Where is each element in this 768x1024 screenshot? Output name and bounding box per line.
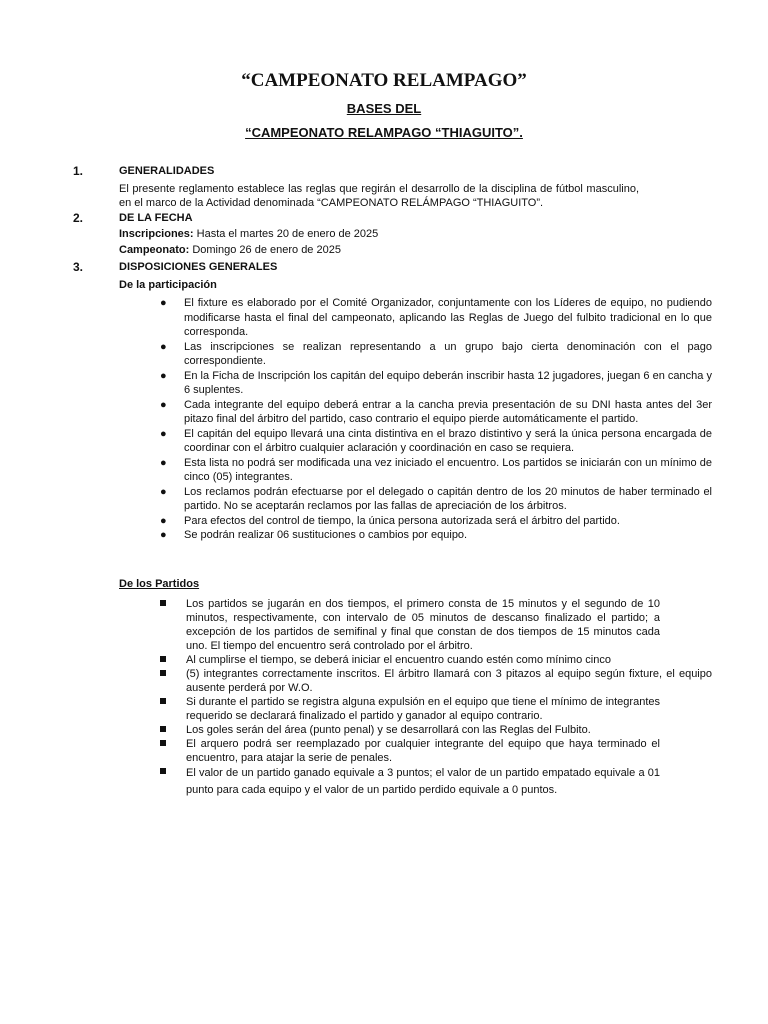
document-subtitle-2: “CAMPEONATO RELAMPAGO “THIAGUITO”. (245, 125, 523, 140)
campeonato-label: Campeonato: (119, 244, 190, 256)
list-item: El arquero podrá ser reemplazado por cualquier integrante del equipo que haya terminado el encuentro, para atajar la serie de penales. (160, 737, 660, 765)
partidos-list (160, 597, 712, 799)
bullet-square-icon (160, 656, 166, 662)
participacion-list (160, 296, 712, 543)
list-item: ● Las inscripciones se realizan representando a un grupo bajo cierta denominación con el pago correspondiente. (160, 340, 712, 367)
bullet-dot-icon: ● (160, 398, 167, 411)
list-item: ● El capitán del equipo llevará una cinta distintiva en el brazo distintivo y será la única persona encargada de coordinar con el árbitro cualquier aclaración y coordinación en caso se requiera. (160, 427, 712, 454)
list-item: El valor de un partido ganado equivale a 3 puntos; el valor de un partido empatado equivale a 01 punto para cada equipo y el valor de un partido perdido equivale a 0 puntos. (160, 765, 660, 799)
inscripciones-label: Inscripciones: (119, 228, 194, 240)
bullet-dot-icon: ● (160, 485, 167, 498)
partidos-heading: De los Partidos (119, 578, 200, 590)
list-item: Los partidos se jugarán en dos tiempos, el primero consta de 15 minutos y el segundo de 10 minutos, respectivamente, con intervalo de 05 minutos de descanso finalizado el partido; a excepción de los partidos de semifinal y final que constan de dos tiempos de 15 minutos cada uno. El tiempo del encuentro será controlado por el árbitro. (160, 597, 660, 653)
section-2-number: 2. (73, 211, 84, 225)
section-3-number: 3. (73, 260, 84, 274)
list-item: ● Se podrán realizar 06 sustituciones o cambios por equipo. (160, 529, 468, 541)
list-item: Los goles serán del área (punto penal) y se desarrollará con las Reglas del Fulbito. (160, 723, 660, 737)
bullet-square-icon (160, 600, 166, 606)
list-item: ● Para efectos del control de tiempo, la única persona autorizada será el árbitro del partido. (160, 514, 620, 527)
inscripciones-line (119, 228, 378, 240)
bullet-square-icon (160, 740, 166, 746)
participacion-heading: De la participación (119, 279, 217, 291)
bullet-dot-icon: ● (160, 369, 167, 382)
section-1-heading: GENERALIDADES (119, 165, 215, 177)
list-item: ● Esta lista no podrá ser modificada una vez iniciado el encuentro. Los partidos se iniciarán con un mínimo de cinco (05) integrantes. (160, 456, 712, 483)
bullet-dot-icon: ● (160, 456, 167, 469)
list-item: ● Los reclamos podrán efectuarse por el delegado o capitán dentro de los 20 minutos de haber terminado el partido. No se aceptarán reclamos por las fallas de apreciación de los árbitros. (160, 485, 712, 512)
section-3-heading: DISPOSICIONES GENERALES (119, 261, 278, 273)
bullet-square-icon (160, 698, 166, 704)
bullet-dot-icon: ● (160, 427, 167, 440)
section-1-text: El presente reglamento establece las reglas que regirán el desarrollo de la disciplina de fútbol masculino, en el marco de la Actividad denominada “CAMPEONATO RELÁMPAGO “THIAGUITO”. (119, 183, 639, 209)
list-item: Al cumplirse el tiempo, se deberá iniciar el encuentro cuando estén como mínimo cinco (160, 653, 660, 667)
list-item: ● El fixture es elaborado por el Comité Organizador, conjuntamente con los Líderes de equipo, no pudiendo modificarse hasta el final del campeonato, aplicando las Reglas de Juego del fulbito tradicional en lo que corresponda. (160, 297, 712, 338)
campeonato-value: Domingo 26 de enero de 2025 (189, 244, 341, 256)
inscripciones-value: Hasta el martes 20 de enero de 2025 (193, 228, 379, 240)
list-item: ● Cada integrante del equipo deberá entrar a la cancha previa presentación de su DNI hasta antes del 3er pitazo final del árbitro del partido, caso contrario el equipo pierde automáticamente el partido. (160, 398, 712, 425)
bullet-dot-icon: ● (160, 529, 167, 541)
bullet-square-icon (160, 768, 166, 774)
document-subtitle: BASES DEL (346, 101, 422, 116)
campeonato-line (119, 244, 341, 256)
list-item: Si durante el partido se registra alguna expulsión en el equipo que tiene el mínimo de integrantes requerido se declarará finalizado el partido y ganador al equipo contrario. (160, 695, 660, 723)
bullet-square-icon (160, 670, 166, 676)
bullet-square-icon (160, 726, 166, 732)
section-2-heading: DE LA FECHA (119, 212, 193, 224)
bullet-dot-icon: ● (160, 297, 167, 309)
list-item: ● En la Ficha de Inscripción los capitán del equipo deberán inscribir hasta 12 jugadores, juegan 6 en cancha y 6 suplentes. (160, 369, 712, 396)
document-title: “CAMPEONATO RELAMPAGO” (241, 70, 527, 91)
list-item: (5) integrantes correctamente inscritos. El árbitro llamará con 3 pitazos al equipo según fixture, el equipo ausente perderá por W.O. (160, 667, 712, 695)
section-1-number: 1. (73, 164, 84, 178)
bullet-dot-icon: ● (160, 514, 167, 527)
bullet-dot-icon: ● (160, 340, 167, 353)
